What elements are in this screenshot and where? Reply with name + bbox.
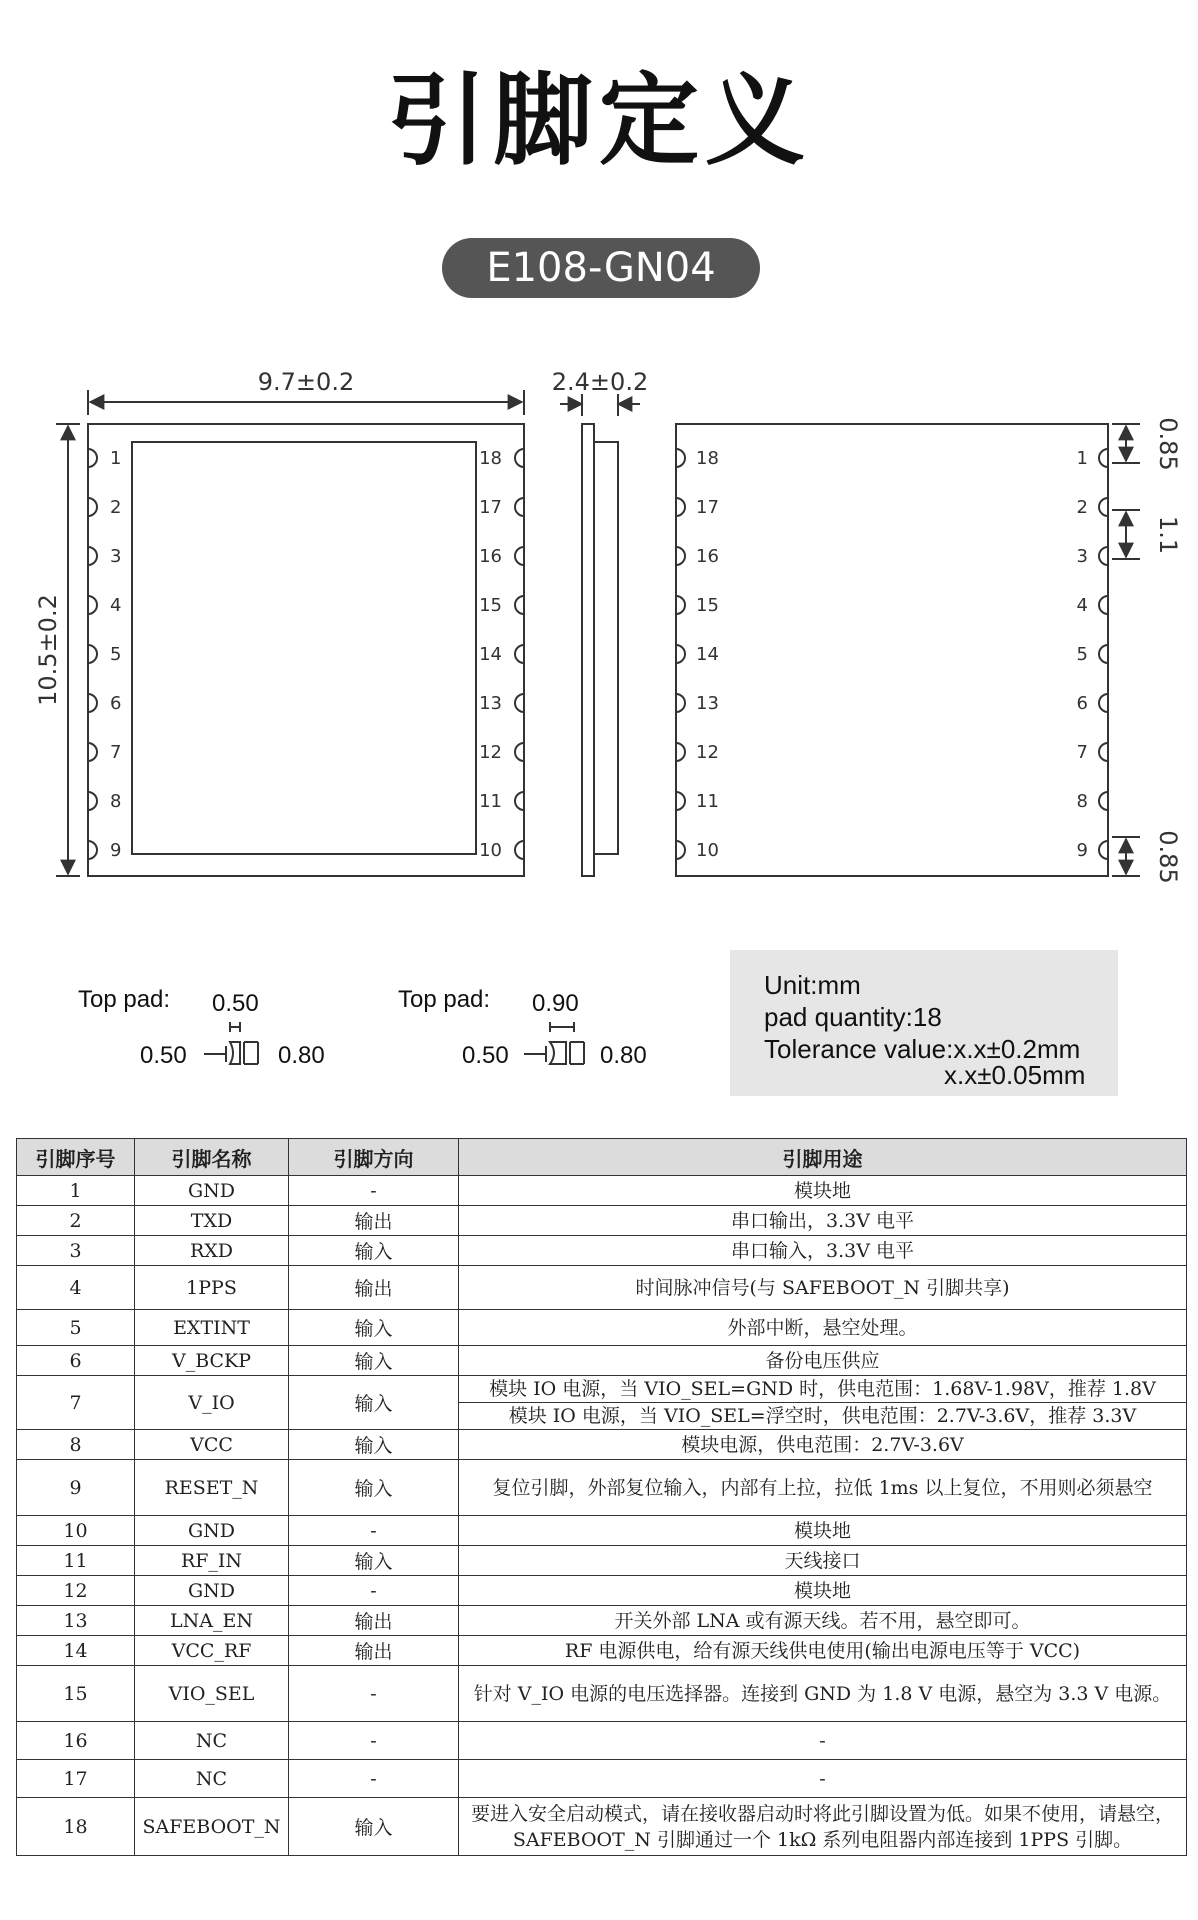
pin-name: RXD <box>135 1236 289 1266</box>
edge-bottom-dimension: 0.85 <box>1154 830 1182 884</box>
pin-label-top-left: 5 <box>110 644 122 665</box>
castellation-bottom-left <box>676 645 685 663</box>
pad-quantity-text: pad quantity:18 <box>764 1002 942 1032</box>
pin-name: VCC <box>135 1430 289 1460</box>
pin-label-bottom-left: 14 <box>696 644 719 665</box>
castellation-top-right <box>515 547 524 565</box>
pin-label-bottom-left: 17 <box>696 497 719 518</box>
pin-usage-2: 模块 IO 电源，当 VIO_SEL=浮空时，供电范围：2.7V-3.6V，推荐 3.3V <box>459 1403 1187 1430</box>
pin-direction: - <box>289 1760 459 1798</box>
table-row <box>17 1760 1187 1798</box>
pin-label-bottom-left: 11 <box>696 791 719 812</box>
pin-label-top-right: 10 <box>479 840 502 861</box>
castellation-top-right <box>515 596 524 614</box>
pin-number: 4 <box>17 1266 135 1310</box>
pin-name: LNA_EN <box>135 1606 289 1636</box>
castellation-bottom-right <box>1099 596 1108 614</box>
pin-label-bottom-left: 12 <box>696 742 719 763</box>
pin-label-top-left: 7 <box>110 742 122 763</box>
pin-direction: 输出 <box>289 1266 459 1310</box>
table-row <box>17 1266 1187 1310</box>
pin-number: 11 <box>17 1546 135 1576</box>
castellation-top-right <box>515 449 524 467</box>
pin-name: EXTINT <box>135 1310 289 1346</box>
castellation-bottom-left <box>676 498 685 516</box>
pin-usage: 针对 V_IO 电源的电压选择器。连接到 GND 为 1.8 V 电源，悬空为 3.3 V 电源。 <box>459 1666 1187 1722</box>
pad-1-label: Top pad: <box>78 986 171 1013</box>
tolerance-text-2: x.x±0.05mm <box>944 1060 1086 1090</box>
pin-label-top-right: 14 <box>479 644 502 665</box>
pin-label-top-right: 13 <box>479 693 502 714</box>
pin-direction: 输出 <box>289 1636 459 1666</box>
mechanical-drawing <box>0 360 1198 920</box>
castellation-top-left <box>88 645 97 663</box>
pin-usage: 模块地 <box>459 1176 1187 1206</box>
pin-number: 13 <box>17 1606 135 1636</box>
table-row <box>17 1722 1187 1760</box>
pin-label-top-right: 11 <box>479 791 502 812</box>
header-pin-usage: 引脚用途 <box>459 1139 1187 1176</box>
table-row <box>17 1176 1187 1206</box>
pin-name: TXD <box>135 1206 289 1236</box>
pin-label-bottom-left: 10 <box>696 840 719 861</box>
pin-label-top-left: 3 <box>110 546 122 567</box>
castellation-bottom-left <box>676 841 685 859</box>
table-row <box>17 1376 1187 1403</box>
castellation-bottom-right <box>1099 645 1108 663</box>
table-row <box>17 1346 1187 1376</box>
pad-2-left: 0.50 <box>462 1042 509 1069</box>
pin-usage: 模块电源，供电范围：2.7V-3.6V <box>459 1430 1187 1460</box>
pin-label-bottom-left: 13 <box>696 693 719 714</box>
pin-direction: 输入 <box>289 1546 459 1576</box>
pin-number: 16 <box>17 1722 135 1760</box>
castellation-bottom-left <box>676 547 685 565</box>
pin-direction: 输入 <box>289 1346 459 1376</box>
pin-usage: 备份电压供应 <box>459 1346 1187 1376</box>
pin-usage: 模块地 <box>459 1516 1187 1546</box>
pin-direction: - <box>289 1722 459 1760</box>
thickness-dimension: 2.4±0.2 <box>551 368 649 396</box>
pin-usage: 模块地 <box>459 1576 1187 1606</box>
pin-label-top-left: 1 <box>110 448 122 469</box>
pin-name: V_IO <box>135 1376 289 1430</box>
castellation-top-left <box>88 841 97 859</box>
castellation-top-left <box>88 694 97 712</box>
pin-usage: 复位引脚，外部复位输入，内部有上拉，拉低 1ms 以上复位，不用则必须悬空 <box>459 1460 1187 1516</box>
castellation-top-left <box>88 449 97 467</box>
castellation-bottom-right <box>1099 743 1108 761</box>
pin-label-top-left: 4 <box>110 595 122 616</box>
pin-name: GND <box>135 1576 289 1606</box>
pin-name: 1PPS <box>135 1266 289 1310</box>
castellation-top-right <box>515 743 524 761</box>
pin-usage: 开关外部 LNA 或有源天线。若不用，悬空即可。 <box>459 1606 1187 1636</box>
pin-usage: 串口输出，3.3V 电平 <box>459 1206 1187 1236</box>
shield-can <box>132 442 476 854</box>
pin-label-top-left: 8 <box>110 791 122 812</box>
table-row <box>17 1206 1187 1236</box>
pin-name: VCC_RF <box>135 1636 289 1666</box>
pad-1-right: 0.80 <box>278 1042 325 1069</box>
pin-label-bottom-left: 15 <box>696 595 719 616</box>
pin-label-bottom-right: 6 <box>1076 693 1088 714</box>
pin-label-top-right: 18 <box>479 448 502 469</box>
castellation-top-right <box>515 841 524 859</box>
pin-direction: 输入 <box>289 1430 459 1460</box>
header-pin-name: 引脚名称 <box>135 1139 289 1176</box>
castellation-top-left <box>88 596 97 614</box>
pin-direction: 输出 <box>289 1206 459 1236</box>
pin-label-top-left: 9 <box>110 840 122 861</box>
pad-1-left: 0.50 <box>140 1042 187 1069</box>
castellation-bottom-right <box>1099 498 1108 516</box>
castellation-bottom-right <box>1099 792 1108 810</box>
pin-label-top-left: 2 <box>110 497 122 518</box>
pin-label-bottom-left: 18 <box>696 448 719 469</box>
pin-number: 10 <box>17 1516 135 1546</box>
pin-direction: 输出 <box>289 1606 459 1636</box>
pin-number: 9 <box>17 1460 135 1516</box>
pin-direction: 输入 <box>289 1236 459 1266</box>
pin-direction: 输入 <box>289 1310 459 1346</box>
pin-label-top-left: 6 <box>110 693 122 714</box>
unit-text: Unit:mm <box>764 970 861 1000</box>
pin-name: SAFEBOOT_N <box>135 1798 289 1856</box>
table-row <box>17 1310 1187 1346</box>
table-row <box>17 1460 1187 1516</box>
pad-2-right: 0.80 <box>600 1042 647 1069</box>
pin-usage: RF 电源供电，给有源天线供电使用(输出电源电压等于 VCC) <box>459 1636 1187 1666</box>
pin-name: V_BCKP <box>135 1346 289 1376</box>
pin-label-bottom-right: 1 <box>1076 448 1088 469</box>
castellation-top-left <box>88 547 97 565</box>
pin-direction: 输入 <box>289 1376 459 1430</box>
table-row <box>17 1606 1187 1636</box>
pin-direction: - <box>289 1516 459 1546</box>
pin-usage: 外部中断，悬空处理。 <box>459 1310 1187 1346</box>
castellation-top-right <box>515 498 524 516</box>
pin-label-bottom-right: 4 <box>1076 595 1088 616</box>
table-row <box>17 1516 1187 1546</box>
pin-name: GND <box>135 1516 289 1546</box>
pin-label-top-right: 16 <box>479 546 502 567</box>
pin-number: 17 <box>17 1760 135 1798</box>
pad-2-icon <box>522 1018 602 1068</box>
pin-usage: 模块 IO 电源，当 VIO_SEL=GND 时，供电范围：1.68V-1.98V，推荐 1.8V <box>459 1376 1187 1403</box>
pin-label-bottom-right: 8 <box>1076 791 1088 812</box>
pin-name: NC <box>135 1760 289 1798</box>
castellation-top-right <box>515 694 524 712</box>
pin-usage: 时间脉冲信号(与 SAFEBOOT_N 引脚共享) <box>459 1266 1187 1310</box>
pad-1-icon <box>200 1018 276 1068</box>
page-title: 引脚定义 <box>387 62 811 179</box>
edge-top-dimension: 0.85 <box>1154 417 1182 471</box>
castellation-top-left <box>88 743 97 761</box>
castellation-bottom-right <box>1099 694 1108 712</box>
pin-usage: 要进入安全启动模式，请在接收器启动时将此引脚设置为低。如果不使用，请悬空，SAFEBOOT_N 引脚通过一个 1kΩ 系列电阻器内部连接到 1PPS 引脚。 <box>459 1798 1187 1856</box>
castellation-bottom-right <box>1099 547 1108 565</box>
spec-info-box <box>730 950 1118 1096</box>
castellation-bottom-left <box>676 792 685 810</box>
bottom-view-outline <box>676 424 1108 876</box>
pin-label-bottom-right: 9 <box>1076 840 1088 861</box>
header-pin-direction: 引脚方向 <box>289 1139 459 1176</box>
side-view-shield <box>594 442 618 854</box>
pin-number: 12 <box>17 1576 135 1606</box>
pin-direction: 输入 <box>289 1460 459 1516</box>
pad-2-label: Top pad: <box>398 986 491 1013</box>
pin-number: 6 <box>17 1346 135 1376</box>
top-view-outline <box>88 424 524 876</box>
pin-label-top-right: 12 <box>479 742 502 763</box>
pin-number: 8 <box>17 1430 135 1460</box>
castellation-top-right <box>515 792 524 810</box>
model-badge: E108-GN04 <box>442 238 760 298</box>
pin-name: GND <box>135 1176 289 1206</box>
pad-2-top: 0.90 <box>532 990 579 1017</box>
table-row <box>17 1636 1187 1666</box>
pin-name: RESET_N <box>135 1460 289 1516</box>
pin-name: VIO_SEL <box>135 1666 289 1722</box>
pin-number: 2 <box>17 1206 135 1236</box>
pin-direction: - <box>289 1176 459 1206</box>
pin-usage: - <box>459 1722 1187 1760</box>
header-pin-number: 引脚序号 <box>17 1139 135 1176</box>
table-row <box>17 1430 1187 1460</box>
pin-number: 18 <box>17 1798 135 1856</box>
pin-number: 1 <box>17 1176 135 1206</box>
pin-name: NC <box>135 1722 289 1760</box>
castellation-top-right <box>515 645 524 663</box>
pin-label-bottom-right: 5 <box>1076 644 1088 665</box>
pin-usage: 串口输入，3.3V 电平 <box>459 1236 1187 1266</box>
pin-name: RF_IN <box>135 1546 289 1576</box>
table-row <box>17 1666 1187 1722</box>
pad-1-top: 0.50 <box>212 990 259 1017</box>
castellation-bottom-left <box>676 596 685 614</box>
pin-direction: - <box>289 1666 459 1722</box>
pin-label-bottom-right: 7 <box>1076 742 1088 763</box>
table-row <box>17 1798 1187 1856</box>
pin-number: 14 <box>17 1636 135 1666</box>
pin-label-bottom-right: 2 <box>1076 497 1088 518</box>
side-view-pcb <box>582 424 594 876</box>
width-dimension: 9.7±0.2 <box>257 368 355 396</box>
pin-label-top-right: 17 <box>479 497 502 518</box>
pin-label-bottom-left: 16 <box>696 546 719 567</box>
castellation-bottom-left <box>676 694 685 712</box>
pin-usage: - <box>459 1760 1187 1798</box>
pin-usage: 天线接口 <box>459 1546 1187 1576</box>
table-row <box>17 1546 1187 1576</box>
pin-direction: - <box>289 1576 459 1606</box>
pitch-dimension: 1.1 <box>1154 515 1182 555</box>
pin-direction: 输入 <box>289 1798 459 1856</box>
castellation-bottom-left <box>676 743 685 761</box>
pin-number: 3 <box>17 1236 135 1266</box>
table-row <box>17 1576 1187 1606</box>
pin-definition-table <box>16 1138 1187 1856</box>
height-dimension: 10.5±0.2 <box>34 594 62 706</box>
castellation-bottom-left <box>676 449 685 467</box>
pin-label-top-right: 15 <box>479 595 502 616</box>
castellation-top-left <box>88 792 97 810</box>
pin-number: 5 <box>17 1310 135 1346</box>
pin-number: 7 <box>17 1376 135 1430</box>
tolerance-text: Tolerance value:x.x±0.2mm <box>764 1034 1081 1064</box>
castellation-bottom-right <box>1099 449 1108 467</box>
table-row <box>17 1236 1187 1266</box>
pin-number: 15 <box>17 1666 135 1722</box>
castellation-top-left <box>88 498 97 516</box>
pin-label-bottom-right: 3 <box>1076 546 1088 567</box>
castellation-bottom-right <box>1099 841 1108 859</box>
